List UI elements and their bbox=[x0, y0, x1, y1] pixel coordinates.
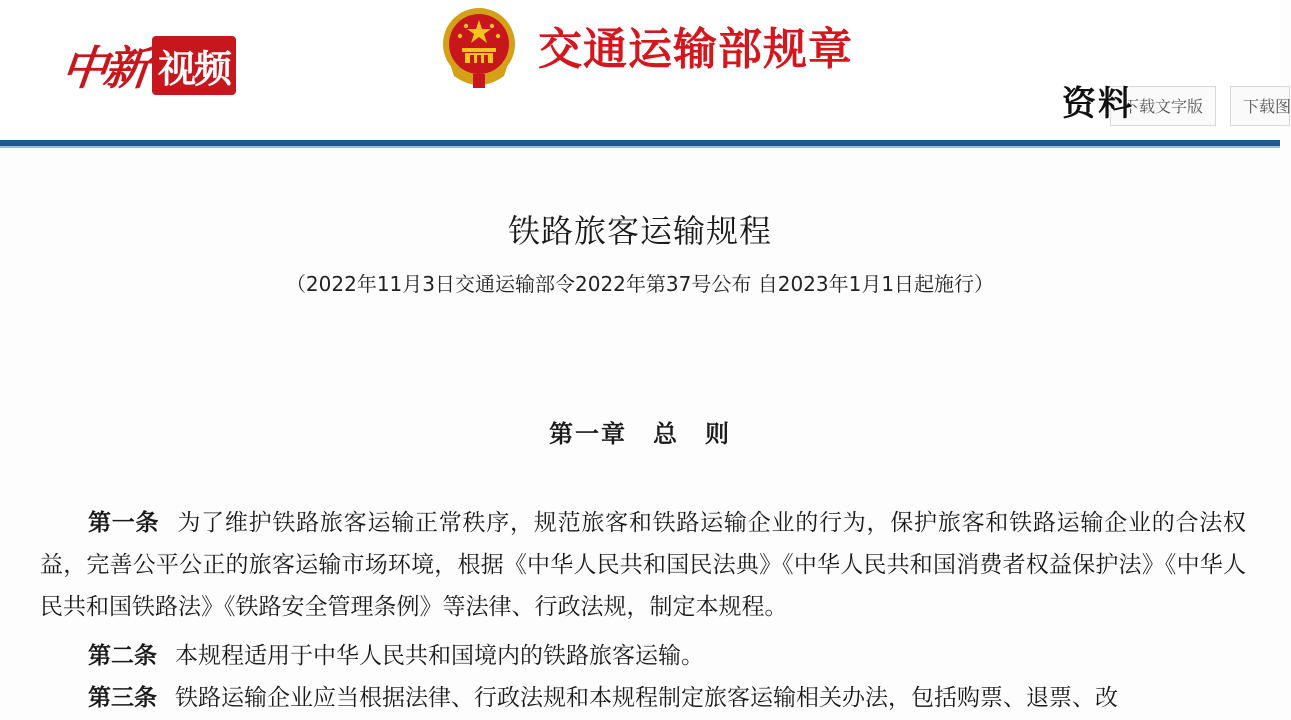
article-text: 为了维护铁路旅客运输正常秩序，规范旅客和铁路运输企业的行为，保护旅客和铁路运输企业的合法权益，完善公平公正的旅客运输市场环境，根据《中华人民共和国民法典》《中华人民共和国消费者权益保护法》《中华人民共和国铁路法》《铁路安全管理条例》等法律、行政法规，制定本规程。 bbox=[40, 510, 1247, 620]
article-label: 第一条 bbox=[88, 509, 160, 536]
article-label: 第三条 bbox=[88, 684, 157, 711]
article-label: 第二条 bbox=[88, 642, 157, 669]
article-3 bbox=[40, 677, 1246, 719]
article-2 bbox=[40, 635, 1246, 677]
archive-watermark-label: 资料 bbox=[1062, 84, 1134, 124]
news-watermark-logo bbox=[58, 36, 236, 95]
watermark-brand-box: 视频 bbox=[152, 36, 236, 95]
download-image-version-button[interactable]: 下载图 bbox=[1230, 86, 1290, 126]
header-divider-light bbox=[0, 146, 1280, 148]
chapter-heading: 第一章 总 则 bbox=[549, 419, 731, 448]
article-text: 铁路运输企业应当根据法律、行政法规和本规程制定旅客运输相关办法，包括购票、退票、改 bbox=[175, 685, 1118, 711]
ministry-regulation-title: 交通运输部规章 bbox=[538, 24, 853, 75]
download-text-version-button[interactable]: 下载文字版 bbox=[1110, 86, 1216, 126]
national-emblem-icon bbox=[440, 4, 518, 90]
article-text: 本规程适用于中华人民共和国境内的铁路旅客运输。 bbox=[175, 643, 704, 669]
document-promulgation-note: （2022年11月3日交通运输部令2022年第37号公布 自2023年1月1日起施行） bbox=[285, 272, 995, 296]
watermark-brand-script: 中新 bbox=[58, 41, 149, 95]
article-1 bbox=[40, 502, 1246, 628]
document-title: 铁路旅客运输规程 bbox=[507, 212, 772, 250]
